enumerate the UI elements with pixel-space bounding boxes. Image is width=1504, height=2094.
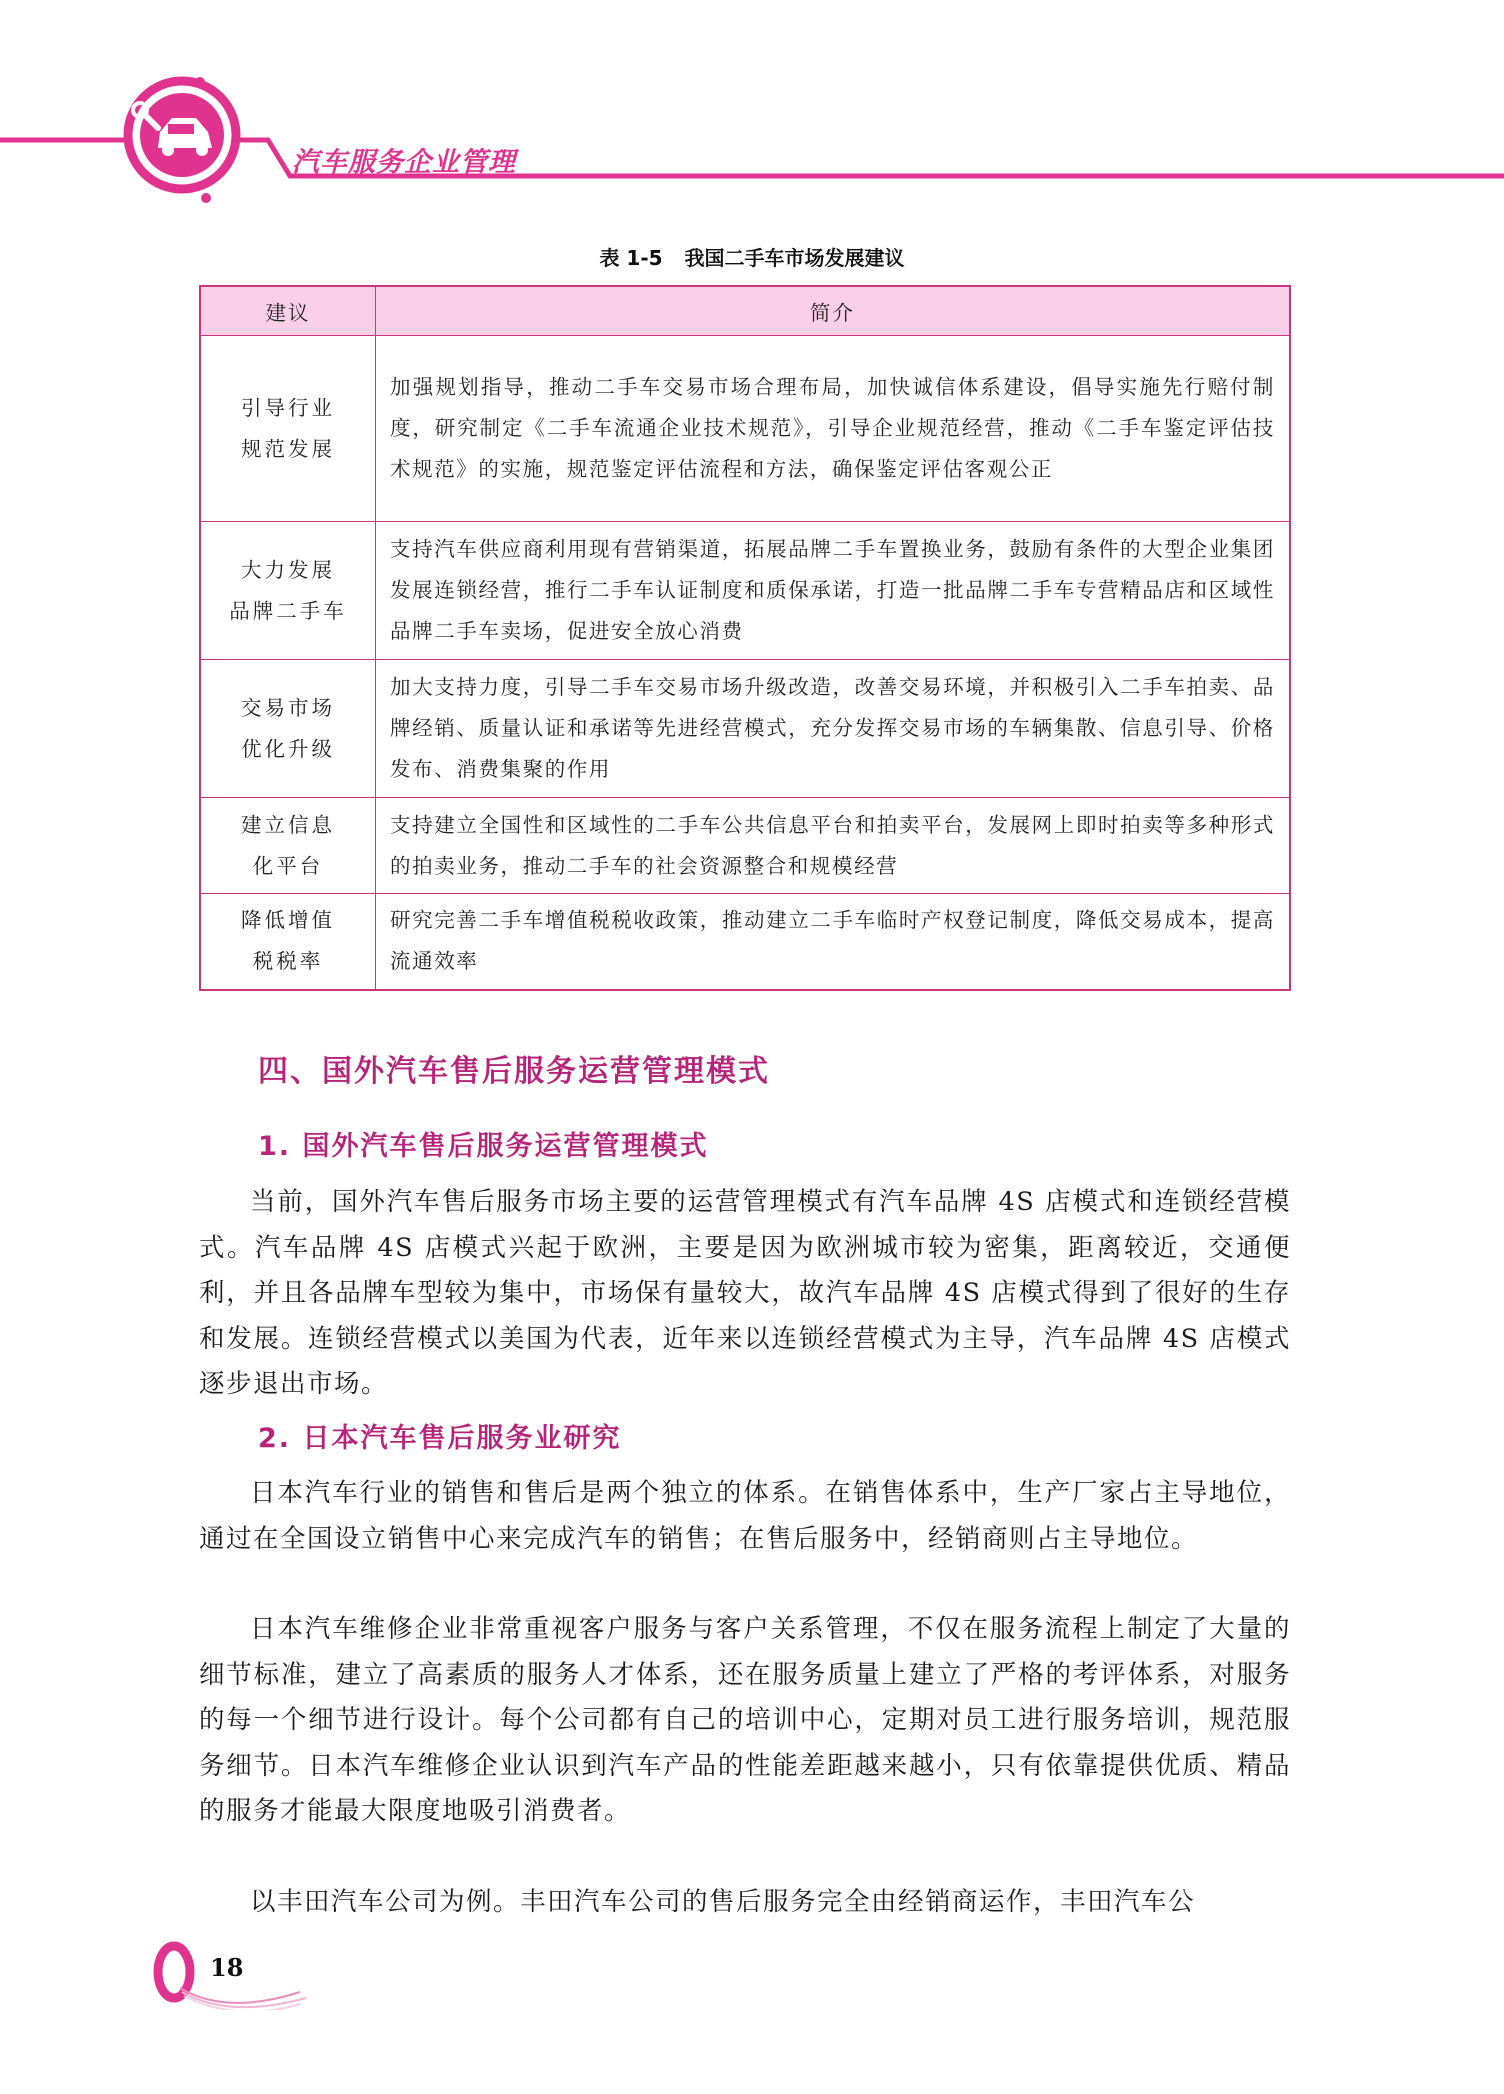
book-title: 汽车服务企业管理	[292, 147, 516, 178]
table-header-cell: 简介	[376, 286, 1291, 336]
paragraph: 日本汽车行业的销售和售后是两个独立的体系。在销售体系中，生产厂家占主导地位，通过在全国设立销售中心来完成汽车的销售；在售后服务中，经销商则占主导地位。	[199, 1478, 1291, 1554]
subsection-heading: 1. 国外汽车售后服务运营管理模式	[258, 1131, 709, 1162]
table-row	[200, 522, 1290, 660]
table-header-row	[200, 286, 1290, 336]
table-row-desc: 支持汽车供应商利用现有营销渠道，拓展品牌二手车置换业务，鼓励有条件的大型企业集团发展连锁经营，推行二手车认证制度和质保承诺，打造一批品牌二手车专营精品店和区域性品牌二手车卖场，促进安全放心消费	[376, 522, 1291, 660]
label-line: 大力发展	[241, 557, 335, 582]
label-line: 交易市场	[241, 695, 335, 720]
table-row	[200, 336, 1290, 522]
table-row-label	[200, 660, 376, 798]
table-row-label	[200, 894, 376, 990]
table-caption-number: 表 1-5	[599, 246, 663, 270]
label-line: 品牌二手车	[229, 598, 347, 623]
label-line: 降低增值	[241, 908, 335, 933]
table-row	[200, 660, 1290, 798]
label-line: 规范发展	[241, 436, 335, 461]
table-row	[200, 894, 1290, 990]
page-number: 18	[210, 1953, 244, 1982]
table-row-desc: 支持建立全国性和区域性的二手车公共信息平台和拍卖平台，发展网上即时拍卖等多种形式的拍卖业务，推动二手车的社会资源整合和规模经营	[376, 798, 1291, 894]
table-row	[200, 798, 1290, 894]
label-line: 税税率	[252, 949, 324, 974]
table-caption	[0, 242, 1504, 271]
recommendations-table	[199, 285, 1291, 991]
table-row-label	[200, 522, 376, 660]
table-row-desc: 加强规划指导，推动二手车交易市场合理布局，加快诚信体系建设，倡导实施先行赔付制度，研究制定《二手车流通企业技术规范》，引导企业规范经营，推动《二手车鉴定评估技术规范》的实施，规范鉴定评估流程和方法，确保鉴定评估客观公正	[376, 336, 1291, 522]
label-line: 化平台	[252, 853, 324, 878]
label-line: 建立信息	[241, 812, 335, 837]
section-heading: 四、国外汽车售后服务运营管理模式	[258, 1054, 770, 1089]
paragraph: 日本汽车维修企业非常重视客户服务与客户关系管理，不仅在服务流程上制定了大量的细节标准，建立了高素质的服务人才体系，还在服务质量上建立了严格的考评体系，对服务的每一个细节进行设计。每个公司都有自己的培训中心，定期对员工进行服务培训，规范服务细节。日本汽车维修企业认识到汽车产品的性能差距越来越小，只有依靠提供优质、精品的服务才能最大限度地吸引消费者。	[199, 1614, 1291, 1826]
table-header-cell: 建议	[200, 286, 376, 336]
paragraph: 以丰田汽车公司为例。丰田汽车公司的售后服务完全由经销商运作，丰田汽车公	[250, 1887, 1196, 1917]
table-row-desc: 研究完善二手车增值税税收政策，推动建立二手车临时产权登记制度，降低交易成本，提高流通效率	[376, 894, 1291, 990]
header-decoration	[0, 0, 1504, 240]
table-row-desc: 加大支持力度，引导二手车交易市场升级改造，改善交易环境，并积极引入二手车拍卖、品牌经销、质量认证和承诺等先进经营模式，充分发挥交易市场的车辆集散、信息引导、价格发布、消费集聚的作用	[376, 660, 1291, 798]
label-line: 优化升级	[241, 736, 335, 761]
table-caption-title: 我国二手车市场发展建议	[684, 246, 905, 270]
label-line: 引导行业	[241, 395, 335, 420]
paragraph: 当前，国外汽车售后服务市场主要的运营管理模式有汽车品牌 4S 店模式和连锁经营模式。汽车品牌 4S 店模式兴起于欧洲，主要是因为欧洲城市较为密集，距离较近，交通便利，并且各品牌车型较为集中，市场保有量较大，故汽车品牌 4S 店模式得到了很好的生存和发展。连锁经营模式以美国为代表，近年来以连锁经营模式为主导，汽车品牌 4S 店模式逐步退出市场。	[199, 1187, 1291, 1399]
subsection-heading: 2. 日本汽车售后服务业研究	[258, 1423, 622, 1454]
car-wrench-icon	[128, 77, 236, 203]
table-row-label	[200, 336, 376, 522]
table-row-label	[200, 798, 376, 894]
